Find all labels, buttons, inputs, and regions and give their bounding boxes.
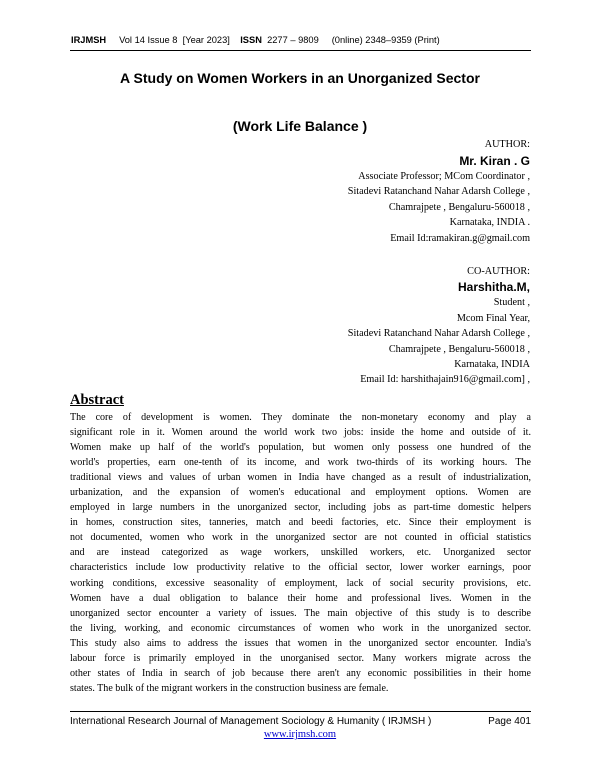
abstract-line: other states of India in search of job because there aren't any economic possibilities in their home [70, 667, 531, 679]
coauthor-block [200, 264, 530, 388]
author-name: Mr. Kiran . G [459, 153, 530, 168]
abstract-line: world's properties, earn one-tenth of its income, and work two-thirds of its working hours. The [70, 457, 531, 469]
running-header [71, 35, 531, 45]
header-issn-online: 2277 – 9809 [267, 35, 319, 45]
abstract-line: urbanization, and the expansion of women's educational and employment options. Women are [70, 487, 531, 499]
abstract-line: not documented, women who work in the unorganized sector are not counted in official statistics [70, 532, 531, 544]
author-line: Karnataka, INDIA . [449, 217, 530, 229]
abstract-line: Women have a dual obligation to balance their home and professional lives. Women in the [70, 592, 531, 604]
abstract-line: in homes, construction sites, tanneries, match and beedi factories, etc. Since their employment is [70, 517, 531, 529]
abstract-line: working conditions, excessive seasonality of employment, lack of social security provisions, etc. [70, 577, 531, 589]
footer-journal-name: International Research Journal of Management Sociology & Humanity ( IRJMSH ) [70, 716, 432, 727]
paper-subtitle: (Work Life Balance ) [232, 118, 368, 134]
coauthor-email[interactable]: Email Id: harshithajain916@gmail.com] , [360, 374, 530, 386]
coauthor-line: Mcom Final Year, [456, 312, 530, 324]
footer [70, 716, 531, 727]
abstract-line: The core of development is women. They dominate the non-monetary economy and play a [70, 412, 531, 423]
abstract-line: and are instead categorized as wage workers, unskilled workers, etc. Unorganized sector [70, 547, 531, 559]
abstract-line: This study also aims to address the issues that women in the unorganized sector encounter. India's [70, 637, 531, 649]
header-volume: Vol 14 Issue 8 [119, 35, 178, 45]
header-issn-print: (0nline) 2348–9359 (Print) [331, 35, 440, 45]
author-email[interactable]: Email Id:ramakiran.g@gmail.com [390, 232, 530, 244]
coauthor-line: Chamrajpete , Bengaluru-560018 , [388, 343, 530, 355]
abstract-line: employed in large numbers in the unorganized sector, including jobs as part-time domestic helpers [70, 502, 531, 514]
coauthor-line: Student , [493, 297, 530, 309]
coauthor-name: Harshitha.M, [457, 280, 530, 295]
abstract-heading: Abstract [70, 392, 124, 408]
author-line: Sitadevi Ratanchand Nahar Adarsh College , [347, 186, 530, 198]
coauthor-line: Karnataka, INDIA [454, 359, 530, 371]
author-label: AUTHOR: [484, 139, 530, 150]
journal-url-link[interactable]: www.irjmsh.com [263, 729, 337, 740]
author-line: Chamrajpete , Bengaluru-560018 , [388, 201, 530, 213]
paper-title: A Study on Women Workers in an Unorganized Sector [120, 70, 480, 86]
abstract-line: unorganized sector encounter a variety of issues. The main objective of this study is to describe [70, 607, 531, 619]
abstract-line: the living, working, and economic circumstances of women who work in the unorganized sector. [70, 622, 531, 634]
header-issn-label: ISSN [240, 35, 262, 45]
coauthor-line: Sitadevi Ratanchand Nahar Adarsh College , [347, 328, 530, 340]
footer-divider [70, 711, 531, 712]
abstract-line: Women make up half of the world's population, but women only possess one hundred of the [70, 442, 531, 454]
abstract-line: characteristics include low productivity relative to the official sector, lower worker earnings, poor [70, 562, 531, 574]
coauthor-label: CO-AUTHOR: [467, 266, 530, 277]
abstract-line: significant role in it. Women around the world work two jobs: inside the home and outside of it. [70, 427, 531, 439]
abstract-body [70, 410, 531, 696]
header-divider [70, 50, 531, 51]
page-number: Page 401 [488, 716, 531, 727]
abstract-line: labour force is primarily employed in the unorganised sector. Many workers migrate across the [70, 652, 531, 664]
abstract-line: traditional views and values of urban women in India have changed as a result of industrialization, [70, 472, 531, 484]
header-year: [Year 2023] [182, 35, 230, 45]
author-block [200, 137, 530, 247]
header-journal: IRJMSH [71, 35, 107, 45]
author-line: Associate Professor; MCom Coordinator , [358, 170, 530, 182]
abstract-line: states. The bulk of the migrant workers in the construction business are female. [70, 682, 389, 694]
